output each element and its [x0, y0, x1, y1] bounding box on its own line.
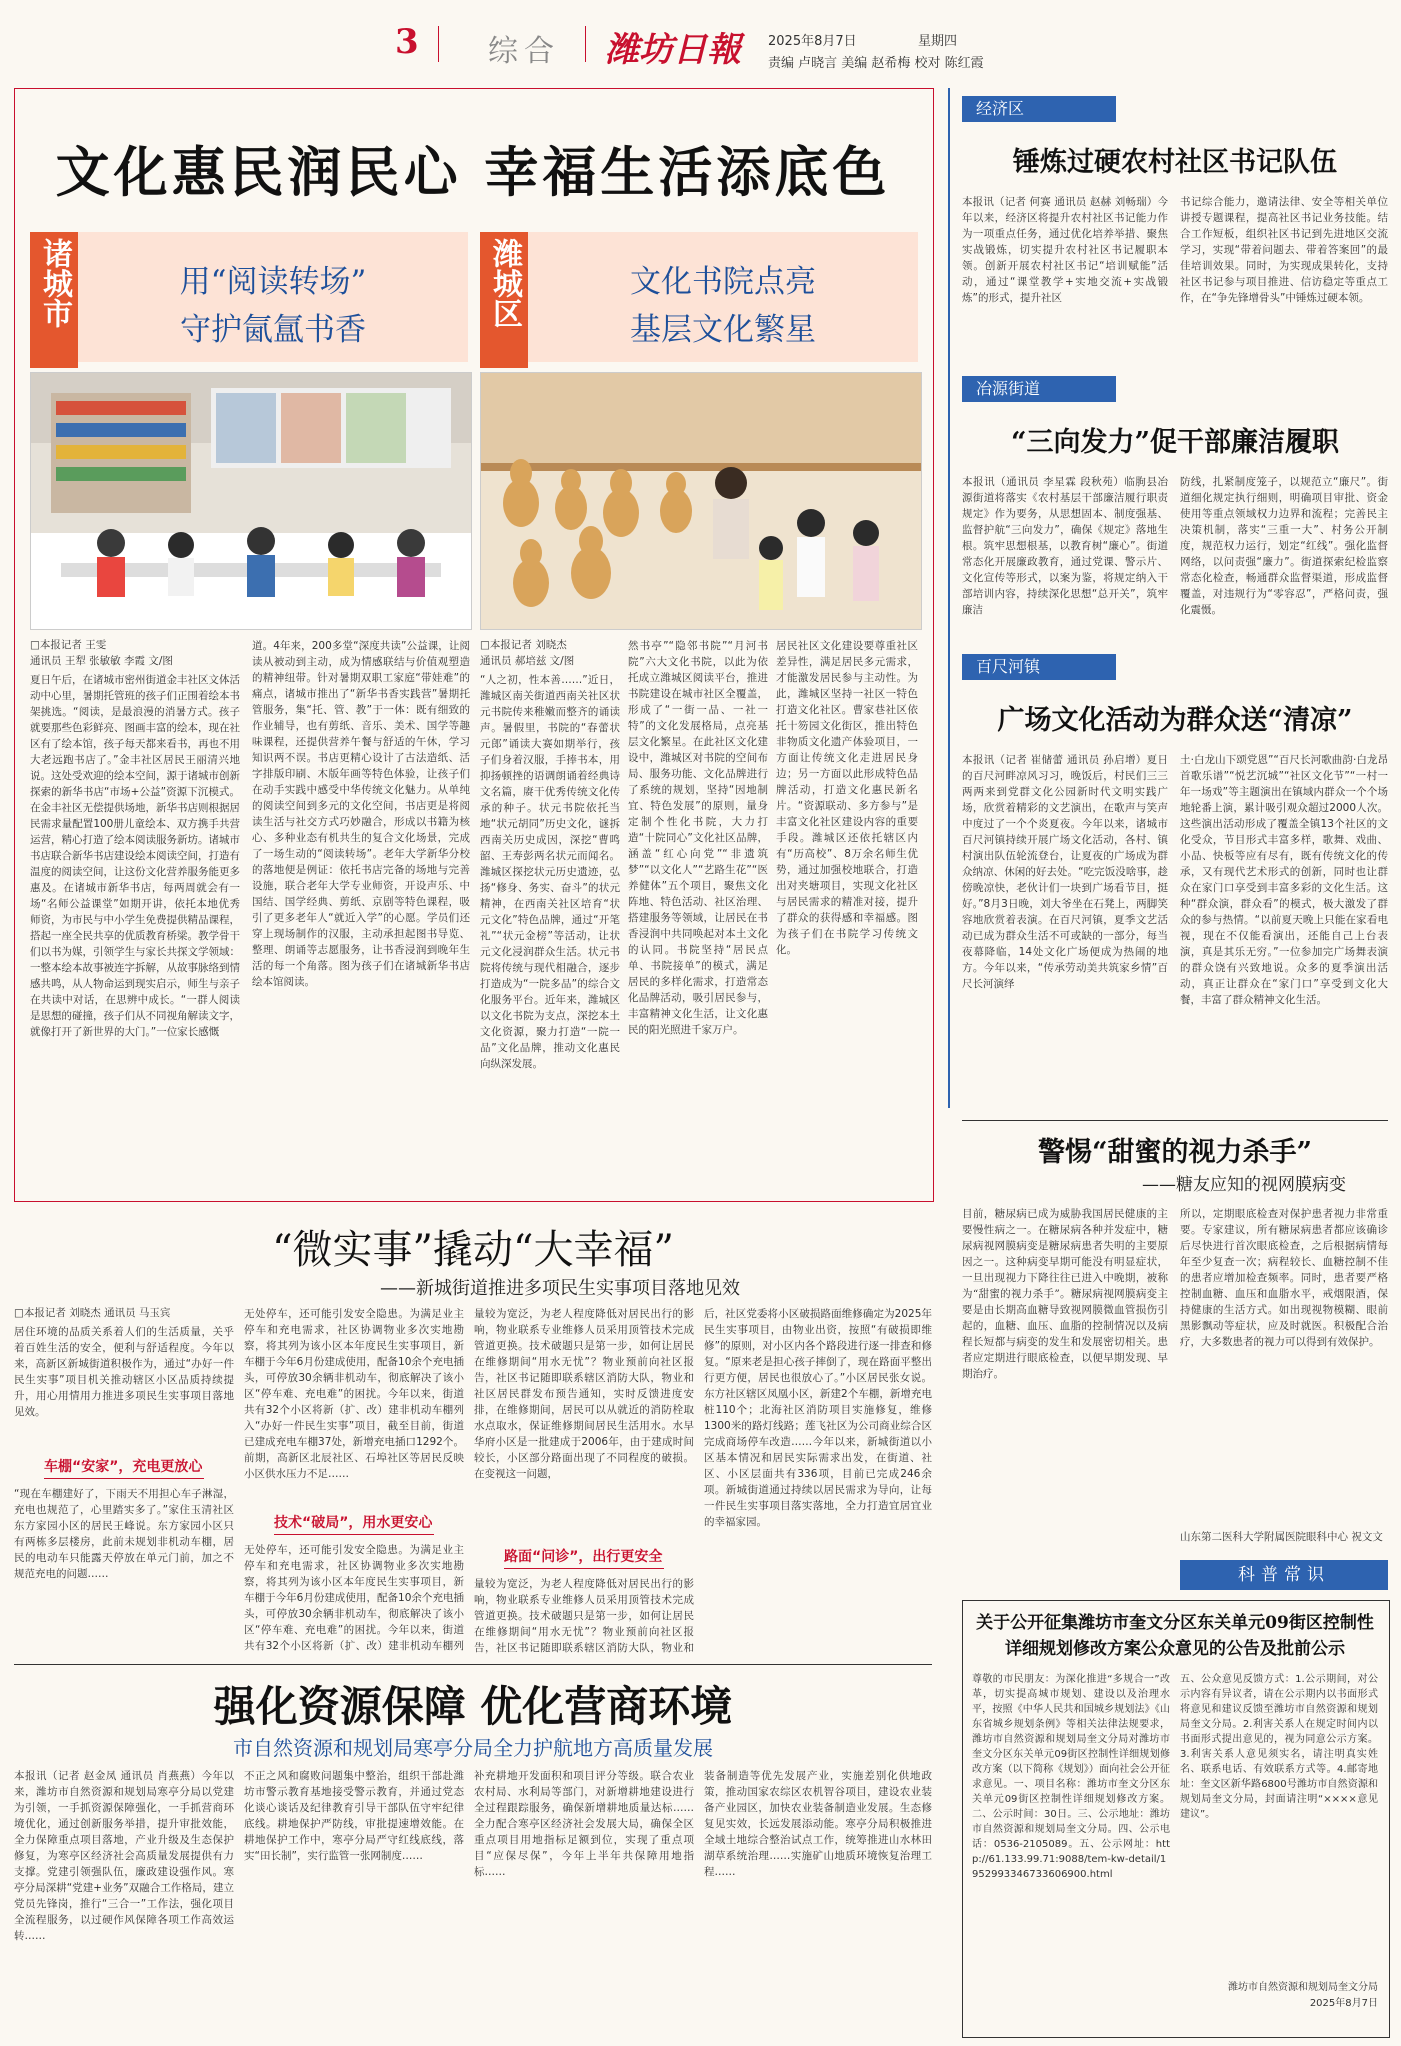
- tag-weicheng: 潍城区: [480, 232, 528, 368]
- bookstore-photo-drawing: [31, 373, 471, 629]
- health-author: 山东第二医科大学附属医院眼科中心 祝文文: [1180, 1531, 1383, 1543]
- issue-date: 2025年8月7日: [768, 34, 857, 49]
- masthead: [0, 0, 1401, 80]
- kepu-badge: 科普常识: [1180, 1560, 1388, 1590]
- weishishi-col1: 居住环境的品质关系着人们的生活质量，关乎着百姓生活的安全，便利与舒适程度。今年以来，高新区新城街道积极作为，通过“办好一件民生实事”项目机关推动辖区小区品质持续提升，用心用情用力推进多项民生实事项目落地见效。: [14, 1326, 234, 1418]
- staff-line: 责编 卢晓言 美编 赵希梅 校对 陈红霞: [768, 56, 984, 71]
- sidebar-label-jingjiqu: 经济区: [962, 96, 1116, 122]
- tag-zhucheng: 诸城市: [30, 232, 78, 368]
- weishishi-col3b: 量较为宽泛，为老人程度降低对居民出行的影响，物业联系专业维修人员采用顶管技术完成管道更换。技术破题只是第一步，如何让居民在维修期间“用水无忧”？物业预前向社区报告，社区书记随即联系辖区消防大队，物业和: [474, 1578, 694, 1654]
- weishishi-title: “微实事”撬动“大幸福”: [272, 1227, 674, 1273]
- notice-date: 2025年8月7日: [1309, 1998, 1378, 2009]
- weishishi-subhead-1: 车棚“安家”，充电更放心: [44, 1456, 204, 1479]
- health-text-a: 目前，糖尿病已成为威胁我国居民健康的主要慢性病之一。在糖尿病各种并发症中，糖尿病视网膜病变是糖尿病患者失明的主要原因之一。这种病变早期可能没有明显症状，一旦出现视力下降往往已进入中晚期，被称为“甜蜜的视力杀手”。糖尿病视网膜病变主要是由长期高血糖导致视网膜微血管损伤引起的，血糖、血压、血脂的控制情况以及病程长短都与病变的发生和发展密切相关。患者应定期进行眼底检查，以便早期发现、早期治疗。: [962, 1208, 1168, 1380]
- ziyuan-col2: 不正之风和腐败问题集中整治，组织干部赴潍坊市警示教育基地接受警示教育，并通过党态化谈心谈话及纪律教育引导干部队伍守牢纪律底线。耕地保护严防线，审批提速增效能。在耕地保护工作中，寒亭分局严守红线底线，落实“田长制”，实行监管一张网制度……: [244, 1770, 464, 1862]
- right-headline-2: 基层文化繁星: [630, 312, 816, 348]
- right-article-col1: “人之初，性本善……”近日，潍城区南关街道西南关社区状元书院传来稚嫩而整齐的诵读声。暑假里，书院的“春蕾状元郎”诵读大赛如期举行，孩子们身着汉服，手捧书本，用抑扬顿挫的语调朗诵着经典诗文名篇，赓干优秀传统文化传承的种子。状元书院依托当地“状元胡同”历史文化，谜拆西南关历史成因，深挖“曹鸣韶、王寿彭两名状元而闻名。潍城区探挖状元历史遗迹，弘扬“修身、务实、奋斗”的状元精神，在西南关社区培育“状元文化”特色品牌，通过“开笔礼”“状元金榜”等活动，让状元文化浸润群众生活。状元书院将传统与现代相融合，逐步打造成为“一院多品”的综合文化服务平台。近年来，潍城区以文化书院为支点，深挖本土文化资源，聚力打造“一院一品”文化品牌，推动文化惠民向纵深发展。: [480, 674, 620, 1070]
- weishishi-col1b: “现在车棚建好了，下雨天不用担心车子淋湿，充电也规范了，心里踏实多了。”家住玉清社区东方家园小区的居民王峰说。东方家园小区只有两栋多层楼房，此前未规划非机动车棚，居民的电动车只能露天停放在单元门前，加之不规范充电的问题……: [14, 1488, 234, 1580]
- right-byline-2: 通讯员 郝培兹 文/图: [480, 655, 575, 667]
- sidebar-label-yeyuan: 冶源街道: [962, 376, 1116, 402]
- left-article-col2: 道。4年来，200多堂“深度共读”公益课，让阅读从被动到主动，成为情感联结与价值观塑造的精神纽带。针对暑期双职工家庭“带娃难”的痛点，诸城市推出了“新华书香实践营”暑期托管服务，集“托、管、教”于一体：既有细致的作业辅导，也有剪纸、音乐、美术、国学等趣味课程，还提供营养午餐与舒适的午休，学习知识两不误。书店更精心设计了古法造纸、活字排版印刷、木版年画等特色体验，让孩子们在动手实践中感受中华传统文化魅力。从单纯的阅读空间到多元的文化空间，书店更是将阅读生活与社交方式巧妙融合，形成以书籍为核心、多种业态有机共生的复合文化场景，完成了一场生动的“阅读转场”。老年大学新华分校的落地便是例证：依托书店完备的场地与完善设施，联合老年大学专业师资，开设声乐、中国结、国学经典、剪纸、京剧等特色课程，吸引了更多老年人“就近入学”的心愿。学员们还穿上现场制作的汉服，主动承担起图书导览、整理、朗诵等志愿服务，让书香浸润到晚年生活的每一个角落。图为孩子们在诸城新华书店绘本馆阅读。: [252, 640, 470, 988]
- health-subtitle: ——糖友应知的视网膜病变: [1142, 1175, 1346, 1195]
- weekday: 星期四: [918, 34, 958, 49]
- left-byline: □本报记者 王雯: [30, 639, 107, 651]
- weishishi-byline: □本报记者 刘晓杰 通讯员 马玉宾: [14, 1307, 171, 1319]
- sidebar-text-2a: 本报讯（通讯员 李星霖 段秋苑）临朐县冶源街道将落实《农村基层干部廉洁履行职责规定》作为要务，从思想固本、制度强基、监督护航“三向发力”，确保《规定》落地生根。筑牢思想根基，以教育树“廉心”。街道常态化开展廉政教育，通过党课、警示片、文化宣传等形式，以案为鉴，将规定纳入干部培训内容，持续深化思想“总开关”，筑牢廉洁: [962, 476, 1168, 616]
- ziyuan-subtitle: 市自然资源和规划局寒亭分局全力护航地方高质量发展: [233, 1736, 713, 1760]
- sidebar-text-2b: 防线，扎紧制度笼子，以规范立“廉尺”。街道细化规定执行细则，明确项目审批、资金使用等重点领域权力边界和流程；完善民主决策机制，落实“三重一大”、村务公开制度，规范权力运行，划定“红线”。强化监督网络，以问责强“廉力”。街道探索纪检监察常态化检查，畅通群众监督渠道，形成监督覆盖，对违规行为“零容忍”，严格问责，强化震慑。: [1180, 476, 1388, 616]
- sidebar-label-baichihe: 百尺河镇: [962, 654, 1116, 680]
- section-name: 综合: [488, 34, 560, 69]
- weishishi-col2: 无处停车，还可能引发安全隐患。为满足业主停车和充电需求，社区协调物业多次实地勘察，将其列为该小区本年度民生实事项目，新车棚于今年6月份建成使用，配备10余个充电插头，可停放30余辆非机动车，彻底解决了该小区“停车难、充电难”的困扰。今年以来，街道共有32个小区将新（扩、改）建非机动车棚列入“办好一件民生实事”项目，截至目前，街道已建成充电车棚37处，新增充电插口1292个。前期，高新区北辰社区、石埠社区等居民反映小区供水压力不足……: [244, 1308, 464, 1480]
- right-article-col2: 然书亭”“隐邻书院”“月河书院”六大文化书院，以此为依托成立潍城区阅读平台，推进书院建设在城市社区全覆盖，形成了“一街一品、一社一特”的文化发展格局，点亮基层文化繁星。在此社区文化建设中，潍城区对书院的空间布局、服务功能、文化品牌进行了系统的规划，坚持“因地制宜、特色发展”的原则，量身定制个性化书院，大力打造“十院同心”文化社区品牌，涵盖“红心向党”“非遗筑梦”“以文化人”“艺路生花”“医养健体”五个项目，聚焦文化阵地、特色活动、社区治理、搭建服务等领域，让居民在书香浸润中共同唤起对本土文化的认同。书院坚持“居民点单、书院接单”的模式，满足居民的多样化需求，打造常态化品牌活动，吸引居民参与，丰富精神文化生活，让文化惠民的阳光照进千家万户。: [628, 640, 768, 1036]
- ziyuan-col1: 本报讯（记者 赵金凤 通讯员 肖燕燕）今年以来，潍坊市自然资源和规划局寒亭分局以党建为引领，一手抓资源保障强化，一手抓营商环境优化，通过创新服务举措，提升审批效能，全力保障重点项目落地，产业升级及生态保护修复，为寒亭区经济社会高质量发展提供有力支撑。党建引领强队伍，廉政建设强作风。寒亭分局深耕“党建+业务”双融合工作格局，建立党员先锋岗，推行“三合一”工作法，强化项目全流程服务，以过硬作风保障各项工作高效运转……: [14, 1770, 234, 1942]
- paper-name-logo: 潍坊日報: [605, 30, 741, 70]
- right-byline: □本报记者 刘晓杰: [480, 639, 567, 651]
- gourd-craft-photo-drawing: [481, 373, 921, 629]
- sidebar-text-3a: 本报讯（记者 崔储蕾 通讯员 孙启增）夏日的百尺河畔凉风习习，晚饭后，村民们三三两两来到党群文化公园新时代文明实践广场，欣赏着精彩的文艺演出，在歌声与笑声中度过了一个个炎夏夜。今年以来，诸城市百尺河镇持续开展广场文化活动，各村、镇村演出队伍轮流登台，让夏夜的广场成为群众纳凉、休闲的好去处。“吃完饭没啥事，趁傍晚凉快，老伙计们一块到广场看节目，挺好。”8月3日晚，刘大爷坐在石凳上，两脚笑容地欣赏着表演。在百尺河镇，夏季文艺活动已成为群众生活不可或缺的一部分，每当夜幕降临，14处文化广场便成为热闹的地方。今年以来，“传承劳动美共筑家乡情”百尺长河演绎: [962, 754, 1168, 990]
- right-headline-1: 文化书院点亮: [630, 264, 816, 300]
- weishishi-subhead-2: 技术“破局”，用水更安心: [274, 1512, 434, 1535]
- sidebar-text-3b: 土·白龙山下颂党恩”“百尺长河歌曲韵·白龙昂首歌乐谱”“悦艺沉城”“社区文化节”“一村一年一场戏”等主题演出在镇域内群众一个个场地轮番上演，累计吸引观众超过2000人次。这些演出活动形成了覆盖全镇13个社区的文化受众，节目形式丰富多样，歌舞、戏曲、小品、快板等应有尽有，既有传统文化的传承，又有现代艺术形式的创新，同时也让群众在家门口享受到丰富多彩的文化生活。这种“群众演，群众看”的模式，极大激发了群众的参与热情。“以前夏天晚上只能在家看电视，现在不仅能看演出，还能自己上台表演，真是其乐无穷。”一位参加完广场舞表演的群众饶有兴致地说。众多的夏季演出活动，真正让群众在“家门口”享受到文化大餐，丰富了群众精神文化生活。: [1180, 754, 1388, 1006]
- page-number: 3: [395, 22, 419, 62]
- bookstore-photo: [30, 372, 472, 630]
- weishishi-col4: 后，社区党委将小区破损路面维修确定为2025年民生实事项目，由物业出资，按照“有破损即维修”的原则，对小区内各个路段进行逐一排查和修复。“原来老是担心孩子摔倒了，现在路面平整出行更方便，居民也很放心了。”小区居民张女说。东方社区辖区凤凰小区，新建2个车棚，新增充电桩110个；北海社区消防项目实施修复，维修1300米的路灯线路；莲飞社区为公司商业综合区完成商场停车改造……今年以来，新城街道以小区基本情况和居民实际需求出发，在街道、社区、小区层面共有336项，目前已完成246余项。新城街道通过持续以居民需求为导向，让每一件民生实事项目落实落地，全力打造宜居宜业的幸福家园。: [704, 1308, 932, 1528]
- notice-sign: 潍坊市自然资源和规划局奎文分局: [1228, 1982, 1378, 1993]
- weishishi-subtitle: ——新城街道推进多项民生实事项目落地见效: [380, 1278, 740, 1299]
- gourd-craft-photo: [480, 372, 922, 630]
- right-article-col3: 居民社区文化建设要尊重社区差异性，满足居民多元需求，才能激发居民参与主动性。为此，潍城区坚持一社区一特色打造文化社区。曹家巷社区依托十笏园文化街区，推出特色非物质文化遗产体验项目，一方面让传统文化走进居民身边；另一方面以此形成特色品牌活动，打造文化惠民新名片。“资源联动、多方参与”是丰富文化社区建设内容的重要手段。潍城区还依托辖区内有“历高校”、8万余名师生优势，通过加强校地联合，打造出对夹塘项目，实现文化社区与居民需求的精准对接，提升了群众的获得感和幸福感。图为孩子们在书院学习传统文化。: [776, 640, 918, 956]
- feature-title: 文化惠民润民心 幸福生活添底色: [55, 140, 891, 204]
- left-headline-1: 用“阅读转场”: [179, 264, 367, 300]
- sidebar-title-2: “三向发力”促干部廉洁履职: [1010, 427, 1340, 458]
- weishishi-col3: 量较为宽泛，为老人程度降低对居民出行的影响，物业联系专业维修人员采用顶管技术完成管道更换。技术破题只是第一步，如何让居民在维修期间“用水无忧”？物业预前向社区报告，社区书记随即联系辖区消防大队，物业和社区居民群发布预告通知，实时反馈进度安排，在维修期间，居民可以从就近的消防栓取水点取水，保证维修期间居民生活用水。水早华府小区是一批建成于2006年，由于建成时间较长，小区部分路面出现了不同程度的破损。在变视这一问题，: [474, 1308, 694, 1480]
- ziyuan-title: 强化资源保障 优化营商环境: [213, 1682, 733, 1731]
- sidebar-text-1a: 本报讯（记者 何赛 通讯员 赵赫 刘畅瑞）今年以来，经济区将提升农村社区书记能力作为一项重点任务，通过优化培养举措、聚焦实战锻炼，切实提升农村社区书记履职本领。创新开展农村社区书记“培训赋能”活动，通过“课堂教学+实地交流+实战锻炼”的形式，提升社区: [962, 196, 1168, 304]
- health-text-b: 所以，定期眼底检查对保护患者视力非常重要。专家建议，所有糖尿病患者都应该确诊后尽快进行首次眼底检查，之后根据病情每年至少复查一次；病程较长、血糖控制不佳的患者应增加检查频率。同时，患者要严格控制血糖、血压和血脂水平，戒烟限酒，保持健康的生活方式。如出现视物模糊、眼前黑影飘动等症状，应及时就医。积极配合治疗，大多数患者的视力可以得到有效保护。: [1180, 1208, 1388, 1348]
- health-title: 警惕“甜蜜的视力杀手”: [1037, 1137, 1313, 1168]
- notice-text-a: 尊敬的市民朋友：为深化推进“多规合一”改革，切实提高城市规划、建设以及治理水平，按照《中华人民共和国城乡规划法》《山东省城乡规划条例》等相关法律法规要求，潍坊市自然资源和规划局奎文分局对潍坊市奎文分区东关单元09街区控制性详细规划修改方案（以下简称《规划》）面向社会公开征求意见。一、项目名称：潍坊市奎文分区东关单元09街区控制性详细规划修改方案。二、公示时间：30日。三、公示地址：潍坊市自然资源和规划局奎文分局。四、公示电话：0536-2105089。五、公示网址：http://61.133.99.71:9088/tem-kw-detail/1952993346733606900.html: [972, 1674, 1170, 1880]
- left-byline-2: 通讯员 王犁 张敏敏 李霞 文/图: [30, 655, 173, 667]
- sidebar-title-3: 广场文化活动为群众送“清凉”: [997, 705, 1353, 736]
- sidebar-title-1: 锤炼过硬农村社区书记队伍: [1013, 147, 1337, 178]
- weishishi-col2b: 无处停车，还可能引发安全隐患。为满足业主停车和充电需求，社区协调物业多次实地勘察，将其列为该小区本年度民生实事项目，新车棚于今年6月份建成使用，配备10余个充电插头，可停放30余辆非机动车，彻底解决了该小区“停车难、充电难”的困扰。今年以来，街道共有32个小区将新（扩、改）建非机动车棚列: [244, 1544, 464, 1652]
- notice-text-b: 五、公众意见反馈方式：1.公示期间，对公示内容有异议者，请在公示期内以书面形式将意见和建议反馈至潍坊市自然资源和规划局奎文分局。2.利害关系人在规定时间内以书面形式提出意见的，视为同意公示方案。3.利害关系人意见须实名，请注明真实姓名、联系电话、有效联系方式等。4.邮寄地址：奎文区新华路6800号潍坊市自然资源和规划局奎文分局，封面请注明“××××意见建议”。: [1180, 1674, 1378, 1820]
- left-article-col1: 夏日午后，在诸城市密州街道金丰社区文体活动中心里，暑期托管班的孩子们正围着绘本书架挑选。“阅读，是最浪漫的消暑方式。孩子就要那些色彩鲜亮、图画丰富的绘本，现在社区有了绘本馆，孩子每天都来看书，再也不用大老远跑书店了。”金丰社区居民王丽清兴地说。这处受欢迎的绘本空间，源于诸城市创新探索的新华书店“市场+公益”资源下沉模式。在金丰社区无偿提供场地，新华书店则根据居民需求量配置100册儿童绘本、双方携手共营运营，精心打造了绘本阅读服务新坊。诸城市书店联合新华书店建设绘本阅读空间，打造有温度的阅读空间，让这份文化营养服务能更多惠及。在诸城市新华书店，每两周就会有一场“名师公益课堂”如期开讲，依托本地优秀师资，为市民与中小学生免费提供精品课程，搭起一座全民共享的优质教育桥梁。教学骨干们以书为媒，引领学生与家长共探文学领域：一整本绘本故事被连字拆解，从故事脉络到情感共鸣，从人物命运到现实启示，师生与亲子在共读中对话，在思辨中成长。“一群人阅读是思想的碰撞，孩子们从不同视角解读文字，就像打开了新世界的大门。”一位家长感慨: [30, 674, 240, 1038]
- weishishi-subhead-3: 路面“问诊”，出行更安全: [504, 1546, 664, 1569]
- left-headline-2: 守护氤氲书香: [180, 312, 366, 348]
- ziyuan-col3: 补充耕地开发面积和项目评分等级。联合农业农村局、水利局等部门，对新增耕地建设进行全过程跟踪服务，确保新增耕地质量达标……全力配合寒亭区经济社会发展大局，确保全区重点项目用地指标足额到位，实现了重点项目“应保尽保”，今年上半年共保障用地指标……: [474, 1770, 694, 1878]
- ziyuan-col4: 装备制造等优先发展产业，实施差别化供地政策，推动国家农综区农机智谷项目，建设农业装备产业园区，加快农业装备制造业发展。生态修复见实效，长远发展添动能。寒亭分局积极推进全域土地综合整治试点工作，统筹推进山水林田湖草系统治理……实施矿山地质环境恢复治理工程……: [704, 1770, 932, 1878]
- notice-title: 关于公开征集潍坊市奎文分区东关单元09街区控制性详细规划修改方案公众意见的公告及批前公示: [976, 1613, 1374, 1659]
- sidebar-text-1b: 书记综合能力，邀请法律、安全等相关单位讲授专题课程，提高社区书记业务技能。结合工作短板，组织社区书记到先进地区交流学习，实现“带着问题去、带着答案回”的最佳培训效果。同时，为实现成果转化，支持社区书记参与项目推进、信访稳定等重点工作，在“争先锋增骨头”中锤炼过硬本领。: [1180, 196, 1388, 304]
